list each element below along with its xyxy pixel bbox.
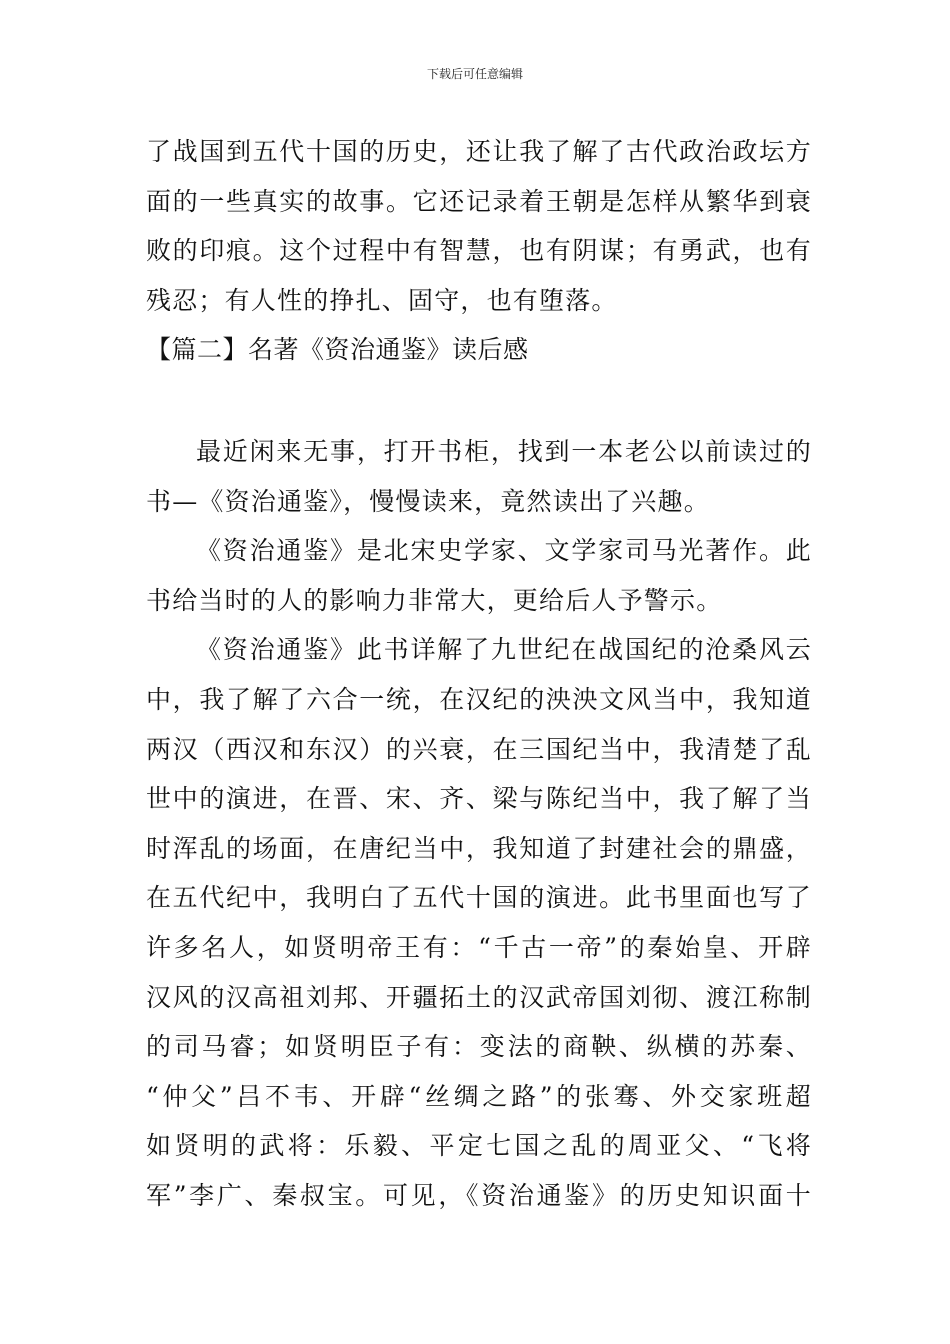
text-line: 军”李广、秦叔宝。可见，《资治通鉴》的历史知识面十 xyxy=(146,1180,812,1210)
text-line: 败的印痕。这个过程中有智慧，也有阴谋；有勇武，也有 xyxy=(146,236,812,266)
text-line: 书给当时的人的影响力非常大，更给后人予警示。 xyxy=(146,585,723,615)
text-line: 面的一些真实的故事。它还记录着王朝是怎样从繁华到衰 xyxy=(146,186,812,216)
text-line: 如贤明的武将：乐毅、平定七国之乱的周亚父、“飞将 xyxy=(146,1131,812,1161)
section-heading: 【篇二】名著《资治通鉴》读后感 xyxy=(146,335,529,365)
text-line: 《资治通鉴》是北宋史学家、文学家司马光著作。此 xyxy=(196,536,812,566)
text-line: 最近闲来无事，打开书柜，找到一本老公以前读过的 xyxy=(196,436,812,466)
text-line: 汉风的汉高祖刘邦、开疆拓土的汉武帝国刘彻、渡江称制 xyxy=(146,982,812,1012)
text-line: 了战国到五代十国的历史，还让我了解了古代政治政坛方 xyxy=(146,137,812,166)
text-line: 残忍；有人性的挣扎、固守，也有堕落。 xyxy=(146,285,618,315)
paragraph-gap xyxy=(146,375,812,427)
text-line: 在五代纪中，我明白了五代十国的演进。此书里面也写了 xyxy=(146,883,812,913)
page-header: 下载后可任意编辑 xyxy=(426,67,523,81)
document-body xyxy=(146,127,812,1220)
text-line: 中，我了解了六合一统，在汉纪的泱泱文风当中，我知道 xyxy=(146,684,812,714)
text-line: 两汉（西汉和东汉）的兴衰，在三国纪当中，我清楚了乱 xyxy=(146,734,812,764)
text-line: 许多名人，如贤明帝王有：“千古一帝”的秦始皇、开辟 xyxy=(146,932,812,962)
text-line: 书—《资治通鉴》，慢慢读来，竟然读出了兴趣。 xyxy=(146,486,710,516)
text-line: 《资治通鉴》此书详解了九世纪在战国纪的沧桑风云 xyxy=(196,635,812,665)
text-line: 世中的演进，在晋、宋、齐、梁与陈纪当中，我了解了当 xyxy=(146,784,812,814)
text-line: “仲父”吕不韦、开辟“丝绸之路”的张骞、外交家班超 xyxy=(146,1081,812,1111)
text-line: 时浑乱的场面，在唐纪当中，我知道了封建社会的鼎盛， xyxy=(146,833,812,863)
text-line: 的司马睿；如贤明臣子有：变法的商鞅、纵横的苏秦、 xyxy=(146,1032,812,1062)
